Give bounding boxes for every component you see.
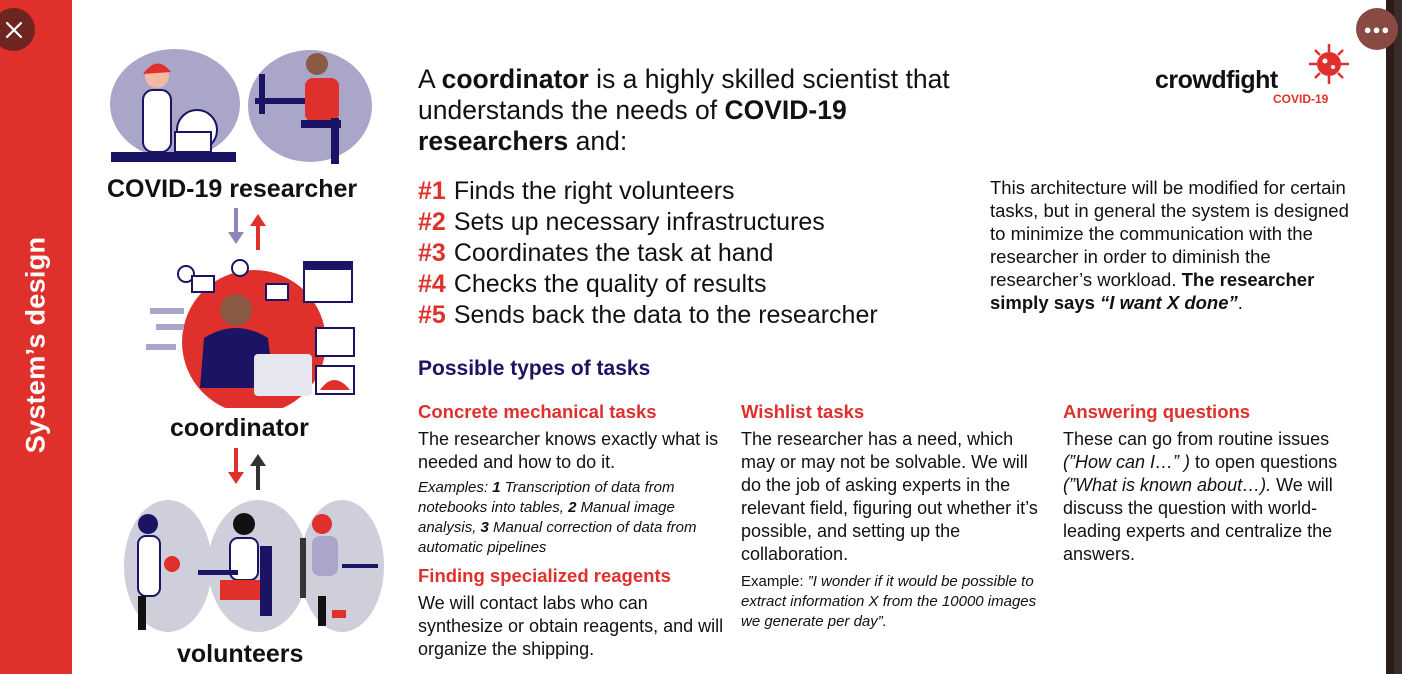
example-label: Example: — [741, 573, 808, 590]
wishlist-example — [741, 572, 1046, 632]
answering-title: Answering questions — [1063, 401, 1251, 422]
example-text: Manual image analysis, — [418, 499, 675, 536]
side-band — [0, 0, 72, 674]
steps-list — [418, 176, 878, 331]
answering-text: These can go from routine issues — [1063, 429, 1330, 449]
step-number: #2 — [418, 208, 446, 236]
reagents-title: Finding specialized reagents — [418, 565, 671, 586]
concrete-tasks-examples — [418, 478, 728, 558]
column-concrete-tasks — [418, 400, 728, 661]
example-number: 1 — [492, 479, 501, 496]
answering-text: We will discuss the question with world-leading experts and centralize the answers. — [1063, 475, 1333, 564]
more-options-icon: ●●● — [1363, 21, 1391, 37]
concrete-tasks-title: Concrete mechanical tasks — [418, 401, 657, 422]
logo-wordmark: crowdfight — [1155, 66, 1278, 94]
column-answering-questions — [1063, 400, 1363, 566]
headline-covid-word: COVID-19 researchers — [418, 95, 847, 156]
step-item — [418, 207, 878, 238]
arrows-coordinator-volunteers — [226, 446, 270, 492]
virus-icon — [1303, 40, 1355, 92]
step-text: Sets up necessary infrastructures — [453, 208, 825, 236]
logo-subtitle: COVID-19 — [1273, 92, 1329, 106]
arrows-researcher-coordinator — [226, 206, 270, 252]
more-options-button[interactable] — [1356, 8, 1398, 50]
volunteers-illustration — [120, 490, 386, 636]
coordinator-illustration — [144, 258, 360, 408]
note-text: This architecture will be modified for certain tasks, but in general the system is designed to minimize the communication with the researcher in order to diminish the researcher’s workload. — [990, 177, 1349, 290]
reagents-body: We will contact labs who can synthesize or obtain reagents, and will organize the shipping. — [418, 593, 724, 659]
role-label-volunteers: volunteers — [177, 640, 304, 668]
step-number: #4 — [418, 270, 446, 298]
answering-italic: (”How can I…” ) — [1063, 452, 1191, 472]
note-end: . — [1237, 292, 1243, 313]
example-label: Examples: — [418, 479, 493, 496]
step-text: Checks the quality of results — [453, 270, 767, 298]
step-text: Coordinates the task at hand — [453, 239, 774, 267]
headline-coordinator-word: coordinator — [441, 64, 589, 94]
researcher-illustration — [105, 42, 375, 170]
role-label-researcher: COVID-19 researcher — [107, 175, 358, 203]
side-title: System’s design — [20, 236, 51, 454]
headline-a: A — [418, 64, 442, 94]
close-icon — [5, 21, 23, 39]
headline — [418, 64, 978, 157]
headline-rest1: is a highly skilled scientist that understands the needs of — [418, 64, 950, 125]
step-number: #5 — [418, 301, 446, 329]
example-text: Manual correction of data from automatic pipelines — [418, 519, 697, 556]
answering-text: to open questions — [1190, 452, 1338, 472]
step-text: Sends back the data to the researcher — [453, 301, 878, 329]
example-text: ”I wonder if it would be possible to extract information X from the 10000 images we generate per day”. — [741, 573, 1037, 630]
architecture-note — [990, 176, 1360, 314]
role-label-coordinator: coordinator — [170, 414, 309, 442]
step-number: #1 — [418, 177, 446, 205]
step-text: Finds the right volunteers — [453, 177, 735, 205]
example-text: Transcription of data from notebooks into tables, — [418, 479, 675, 516]
example-number: 2 — [568, 499, 577, 516]
wishlist-title: Wishlist tasks — [741, 401, 865, 422]
answering-body — [1063, 428, 1363, 566]
note-bold: The researcher simply says — [990, 269, 1315, 313]
column-wishlist-tasks — [741, 400, 1046, 632]
step-item — [418, 176, 878, 207]
wishlist-body: The researcher has a need, which may or may not be solvable. We will do the job of asking experts in the relevant field, figuring out whether it’s possible, and setting up the collaboration. — [741, 429, 1038, 564]
section-title: Possible types of tasks — [418, 357, 651, 380]
concrete-tasks-body: The researcher knows exactly what is needed and how to do it. — [418, 429, 719, 472]
step-number: #3 — [418, 239, 446, 267]
step-item — [418, 300, 878, 331]
step-item — [418, 238, 878, 269]
page-edge — [1386, 0, 1394, 674]
headline-rest2: and: — [568, 126, 628, 156]
example-number: 3 — [480, 519, 489, 536]
note-quote: “I want X done” — [1100, 292, 1238, 313]
step-item — [418, 269, 878, 300]
crowdfight-logo — [1155, 40, 1355, 110]
answering-italic: (”What is known about…). — [1063, 475, 1272, 495]
